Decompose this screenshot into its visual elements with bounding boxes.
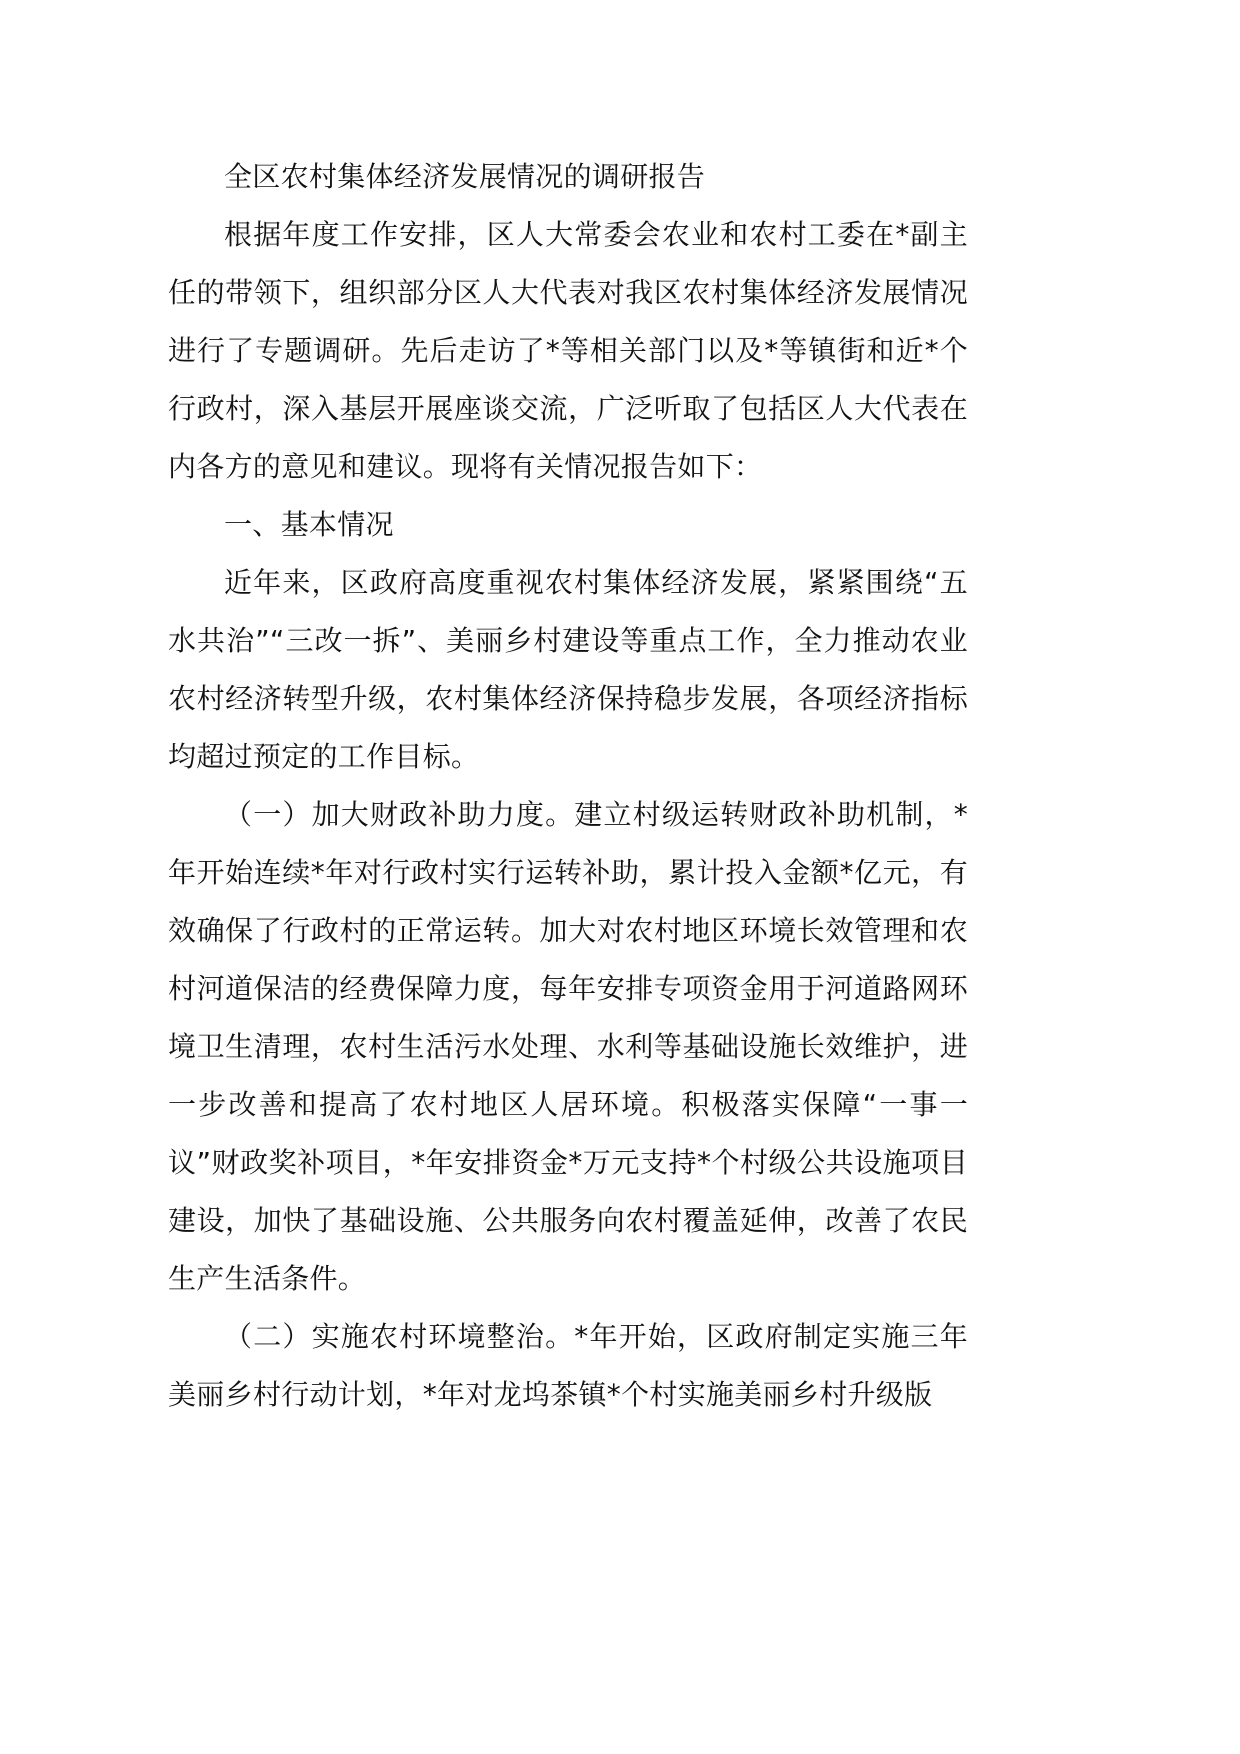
- paragraph-overview: 近年来，区政府高度重视农村集体经济发展，紧紧围绕“五水共治”“三改一拆”、美丽乡村建设等重点工作，全力推动农业农村经济转型升级，农村集体经济保持稳步发展，各项经济指标均超过预定的工作目标。: [168, 566, 968, 773]
- section-heading-basic-situation: 一、基本情况: [224, 508, 394, 541]
- paragraph-intro: 根据年度工作安排，区人大常委会农业和农村工委在*副主任的带领下，组织部分区人大代表对我区农村集体经济发展情况进行了专题调研。先后走访了*等相关部门以及*等镇街和近*个行政村，深入基层开展座谈交流，广泛听取了包括区人大代表在内各方的意见和建议。现将有关情况报告如下：: [168, 218, 968, 483]
- document-body: [168, 148, 968, 1424]
- document-title: 全区农村集体经济发展情况的调研报告: [224, 160, 706, 193]
- paragraph-fiscal-subsidy: （一）加大财政补助力度。建立村级运转财政补助机制，*年开始连续*年对行政村实行运转补助，累计投入金额*亿元，有效确保了行政村的正常运转。加大对农村地区环境长效管理和农村河道保洁的经费保障力度，每年安排专项资金用于河道路网环境卫生清理，农村生活污水处理、水利等基础设施长效维护，进一步改善和提高了农村地区人居环境。积极落实保障“一事一议”财政奖补项目，*年安排资金*万元支持*个村级公共设施项目建设，加快了基础设施、公共服务向农村覆盖延伸，改善了农民生产生活条件。: [168, 798, 968, 1295]
- paragraph-environment-improvement: （二）实施农村环境整治。*年开始，区政府制定实施三年美丽乡村行动计划，*年对龙坞茶镇*个村实施美丽乡村升级版: [168, 1320, 968, 1411]
